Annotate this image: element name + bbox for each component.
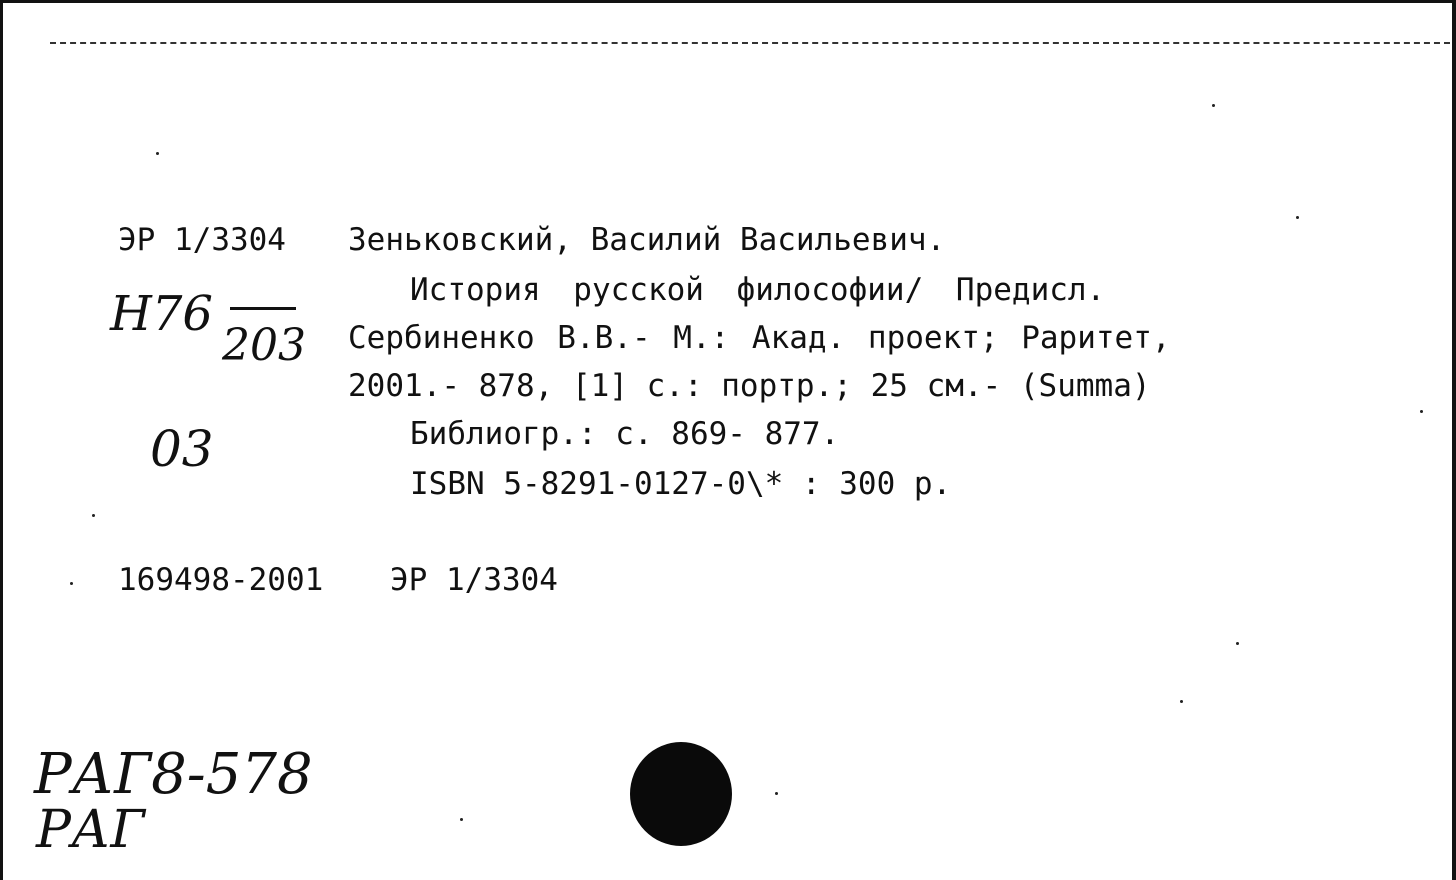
scan-speck [1212,104,1215,107]
scan-speck [1420,410,1423,413]
author-heading: Зеньковский, Василий Васильевич. [348,222,946,258]
class-code-sub: 203 [222,320,306,371]
scan-speck [775,792,778,795]
card-left-edge [0,0,3,880]
scan-speck [156,152,159,155]
card-ruled-line [50,42,1450,44]
scan-speck [1180,700,1183,703]
tracing-number: 169498-2001 [118,562,324,598]
title-line-3: 2001.- 878, [1] с.: портр.; 25 см.- (Summa) [348,368,1151,404]
tracing-shelfmark: ЭР 1/3304 [390,562,558,598]
bibliography-note: Библиогр.: с. 869- 877. [410,416,840,452]
scan-speck [1296,216,1299,219]
handwritten-mark: 03 [150,420,214,478]
isbn-price: ISBN 5-8291-0127-0\* : 300 р. [410,466,952,502]
scan-speck [1236,642,1239,645]
punch-hole [630,742,732,846]
inventory-note-line-1: РАГ8-578 [34,742,313,807]
card-right-edge [1452,0,1456,880]
shelfmark: ЭР 1/3304 [118,222,286,258]
inventory-note-line-2: РАГ [36,800,145,860]
class-code-main: Н76 [110,286,213,342]
title-line-2: Сербиненко В.В.- М.: Акад. проект; Раритет, [348,320,1171,356]
card-top-edge [0,0,1456,3]
scan-speck [92,514,95,517]
scan-speck [70,582,73,585]
title-line-1: История русской философии/ Предисл. [410,272,1106,308]
scan-speck [460,818,463,821]
class-code-fraction-bar [230,307,296,310]
